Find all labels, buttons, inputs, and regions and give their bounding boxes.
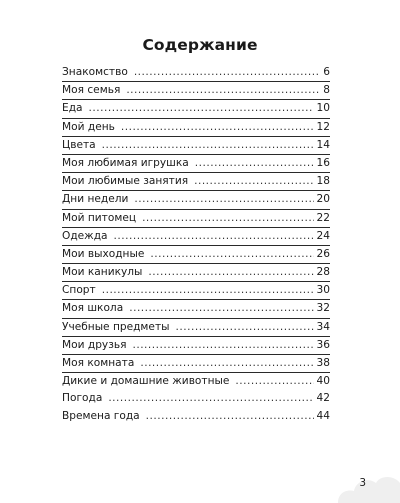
page-number: 3 xyxy=(359,477,366,489)
toc-entry-page: 8 xyxy=(323,84,330,97)
toc-entry-label: Одежда xyxy=(62,229,108,242)
toc-entry xyxy=(62,155,330,173)
toc-entry xyxy=(62,390,330,407)
dot-leader xyxy=(134,191,313,208)
toc-entry xyxy=(62,319,330,337)
dot-leader xyxy=(175,319,313,336)
toc-entry-page: 6 xyxy=(323,66,330,78)
toc-entry-label: Погода xyxy=(62,392,103,405)
toc-entry-page: 12 xyxy=(316,120,330,133)
dot-leader xyxy=(148,264,313,281)
toc-entry-page: 40 xyxy=(316,375,330,388)
toc-entry-page: 44 xyxy=(316,409,330,422)
dot-leader xyxy=(134,64,320,81)
dot-leader xyxy=(235,373,313,390)
toc-entry xyxy=(62,355,330,373)
dot-leader xyxy=(126,82,320,99)
toc-entry-page: 18 xyxy=(316,175,330,188)
dot-leader xyxy=(121,119,314,136)
dot-leader xyxy=(132,337,313,354)
dot-leader xyxy=(195,155,314,172)
toc-entry xyxy=(62,264,330,282)
toc-entry-label: Мои каникулы xyxy=(62,266,143,279)
dot-leader xyxy=(142,210,313,227)
toc-entry-label: Моя любимая игрушка xyxy=(62,156,189,169)
dot-leader xyxy=(108,390,313,407)
toc-entry-page: 36 xyxy=(316,338,330,351)
toc-entry-label: Спорт xyxy=(62,284,96,297)
page-title: Содержание xyxy=(142,36,258,54)
toc-entry xyxy=(62,337,330,355)
toc-entry xyxy=(62,82,330,100)
toc-entry-page: 30 xyxy=(316,284,330,297)
toc-entry-page: 32 xyxy=(316,302,330,315)
toc-entry xyxy=(62,373,330,390)
toc-entry-page: 38 xyxy=(316,357,330,369)
table-of-contents xyxy=(62,64,330,425)
toc-entry xyxy=(62,210,330,228)
toc-entry-page: 28 xyxy=(316,266,330,279)
dot-leader xyxy=(150,246,313,263)
toc-entry xyxy=(62,173,330,191)
toc-entry xyxy=(62,137,330,155)
toc-entry xyxy=(62,64,330,82)
dot-leader xyxy=(194,173,313,190)
toc-entry-page: 16 xyxy=(316,156,330,169)
toc-entry-page: 42 xyxy=(316,392,330,405)
toc-entry-label: Дни недели xyxy=(62,193,129,206)
toc-entry-page: 24 xyxy=(316,229,330,242)
toc-entry-page: 34 xyxy=(316,320,330,333)
toc-entry-label: Моя комната xyxy=(62,357,135,369)
toc-entry xyxy=(62,300,330,318)
toc-entry-label: Мои любимые занятия xyxy=(62,175,189,188)
toc-entry-label: Дикие и домашние животные xyxy=(62,375,230,388)
dot-leader xyxy=(102,137,314,154)
toc-entry-page: 22 xyxy=(316,211,330,224)
dot-leader xyxy=(114,228,314,245)
toc-entry-label: Моя школа xyxy=(62,302,124,315)
toc-entry xyxy=(62,100,330,118)
toc-entry-label: Знакомство xyxy=(62,66,128,78)
toc-entry xyxy=(62,119,330,137)
toc-entry-page: 20 xyxy=(316,193,330,206)
dot-leader xyxy=(140,355,313,372)
toc-entry-label: Мои выходные xyxy=(62,247,145,260)
dot-leader xyxy=(102,282,314,299)
toc-entry-label: Учебные предметы xyxy=(62,320,170,333)
toc-entry xyxy=(62,408,330,425)
toc-entry-page: 26 xyxy=(316,247,330,260)
toc-entry-label: Еда xyxy=(62,102,83,115)
dot-leader xyxy=(146,408,314,425)
toc-entry xyxy=(62,228,330,246)
toc-entry-page: 14 xyxy=(316,138,330,151)
dot-leader xyxy=(89,100,314,117)
toc-entry-label: Моя семья xyxy=(62,84,121,97)
toc-entry xyxy=(62,282,330,300)
toc-entry-label: Мои друзья xyxy=(62,338,127,351)
toc-entry-label: Мой питомец xyxy=(62,211,137,224)
toc-entry-label: Мой день xyxy=(62,120,115,133)
toc-entry xyxy=(62,246,330,264)
dot-leader xyxy=(129,300,313,317)
toc-entry xyxy=(62,191,330,209)
toc-entry-page: 10 xyxy=(316,102,330,115)
toc-entry-label: Цвета xyxy=(62,138,96,151)
toc-entry-label: Времена года xyxy=(62,409,140,422)
